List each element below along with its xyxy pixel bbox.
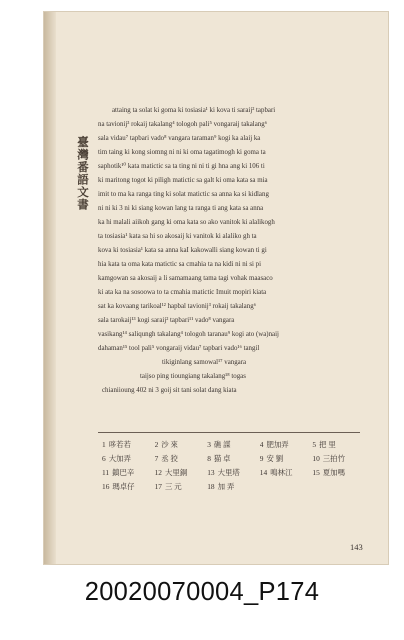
footnote-number: 2 — [154, 440, 159, 449]
footnote-number: 16 — [102, 482, 110, 491]
footnote-number: 15 — [312, 468, 320, 477]
footnote-item — [155, 440, 205, 450]
footnote-item — [207, 454, 257, 464]
text-line: taijso ping tioungiang takalang¹⁸ togas — [140, 373, 246, 380]
image-caption: 20020070004_P174 — [84, 578, 320, 606]
footnote-number: 9 — [259, 454, 264, 463]
footnote-number: 7 — [154, 454, 159, 463]
footnote-text: 沙 來 — [161, 440, 178, 449]
text-line: na tavionij³ rokaij takalang⁴ tologoh pali⁵ vongaraij takalang⁶ — [98, 121, 268, 128]
text-line: ka hi malali aiikoh gang ki oma kata so ako vanitok ki alalikogh — [98, 219, 275, 226]
footnotes — [102, 440, 362, 492]
footnote-item — [312, 468, 362, 478]
footnote-number: 17 — [154, 482, 162, 491]
page-number: 143 — [350, 542, 363, 552]
text-line: ki ata ka na sosoowa to ta cmahia matictic Imuit mopiri kiata — [98, 289, 267, 296]
text-line: sala tarokaij¹³ kogi saraij² tapbari¹¹ vado⁸ vangara — [98, 317, 235, 324]
footnote-number: 8 — [207, 454, 211, 463]
footnote-text: 丞 狡 — [161, 454, 178, 463]
footnote-text: 安 劉 — [266, 454, 284, 463]
text-line: sat ka kovaang tarikoal¹² hapbal tavionij³ rokaij takalang⁶ — [98, 303, 257, 310]
text-line: vasikang¹⁴ saliqungh takalang⁴ tologoh taranau⁹ kogi ato (wa)naij — [98, 331, 279, 338]
footnote-item — [207, 440, 257, 450]
footnote-number: 5 — [312, 440, 317, 449]
footnote-text: 把 里 — [319, 440, 336, 449]
text-line: sala vidau⁷ tapbari vado⁸ vangara taraman⁹ kogi ka alaij ka — [98, 135, 261, 142]
footnote-text: 加 弄 — [217, 482, 235, 491]
footnote-number: 13 — [207, 468, 215, 477]
footnote-text: 礁 謀 — [213, 440, 231, 449]
text-line: ki maritong togot ki piligh matictic sa galt ki oma kata sa mia — [98, 177, 268, 184]
footnote-number: 6 — [102, 454, 106, 463]
page-gutter-shadow — [44, 12, 56, 564]
footnote-item — [102, 454, 152, 464]
footnote-number: 3 — [207, 440, 211, 449]
footnote-text: 大里銅 — [164, 468, 188, 477]
footnote-item — [155, 468, 205, 478]
text-line: dahaman¹⁵ tool pali⁵ vongaraij vidau⁷ tapbari vado¹⁶ tangil — [98, 345, 260, 352]
footnote-text: 肥加弄 — [266, 440, 289, 449]
footnote-item — [155, 454, 205, 464]
footnote-number: 10 — [312, 454, 320, 463]
text-line: kova ki tosiasia¹ kata sa anna kaI kakowalli siang kowan ti gi — [98, 247, 267, 254]
text-line: hia kata ta oma kata matictic sa cmahia ta na kidi ni ni si pi — [98, 261, 262, 268]
footnote-item — [155, 482, 205, 492]
footnote-item — [260, 440, 310, 450]
footnote-item — [312, 454, 362, 464]
footnote-text: 大加弄 — [108, 454, 131, 463]
footnote-number: 4 — [259, 440, 264, 449]
footnote-number: 12 — [154, 468, 162, 477]
footnote-item — [102, 468, 152, 478]
romanized-text-block — [98, 104, 360, 398]
footnote-item — [312, 440, 362, 450]
footnote-text: 三拍竹 — [322, 454, 345, 463]
text-line: kamgowan sa akosaij a li samamaang tama tagi vohak maasaco — [98, 275, 273, 282]
footnote-number: 11 — [102, 468, 110, 477]
text-line: saphotik¹⁰ kata matictic sa ta ting ni ni ti gi hna ang ki 106 ti — [98, 163, 265, 170]
text-line: tikiginlang samowal¹⁷ vangara — [162, 359, 247, 366]
footnote-item — [102, 440, 152, 450]
footnote-number: 14 — [259, 468, 268, 477]
footnote-text: 鳴林江 — [270, 468, 293, 477]
text-line: ni ni ki 3 ni ki siang kowan lang ta ranga ti ang kata sa anna — [98, 205, 264, 212]
footnote-item — [207, 468, 257, 478]
footnote-text: 大里塔 — [217, 468, 240, 477]
footnote-item — [260, 468, 310, 478]
book-page — [44, 12, 388, 564]
footnote-text: 哆若若 — [108, 440, 131, 449]
footnote-text: 猫 卓 — [213, 454, 231, 463]
footnote-item — [102, 482, 152, 492]
footnote-number: 18 — [207, 482, 215, 491]
footnote-text: 三 元 — [164, 482, 182, 491]
footnote-text: 鎮巴辛 — [112, 468, 135, 477]
text-line: tim taing ki kong siomng ni ni ki oma tagatimogh ki goma ta — [98, 149, 266, 156]
text-line: ta tosiasia¹ kata sa hi so akosaij ki vanitok ki alaliko gh ta — [98, 233, 257, 240]
text-line: chianiioung 402 ni 3 goij sit tani solat dang kiata — [102, 387, 237, 394]
footnote-rule — [98, 432, 360, 433]
footnote-text: 夏加嗎 — [322, 468, 345, 477]
text-line: attaing ta solat ki goma ki tosiasia¹ ki kova ti saraij² tapbari — [112, 107, 276, 114]
footnote-item — [260, 454, 310, 464]
footnote-item — [207, 482, 257, 492]
footnote-text: 瑪卓仔 — [112, 482, 135, 491]
footnote-number: 1 — [102, 440, 106, 449]
text-line: imit to ma ka ranga ting ki solat matictic sa anna ka si kidlang — [98, 191, 269, 198]
running-title: 臺灣番語文書 — [76, 136, 88, 211]
